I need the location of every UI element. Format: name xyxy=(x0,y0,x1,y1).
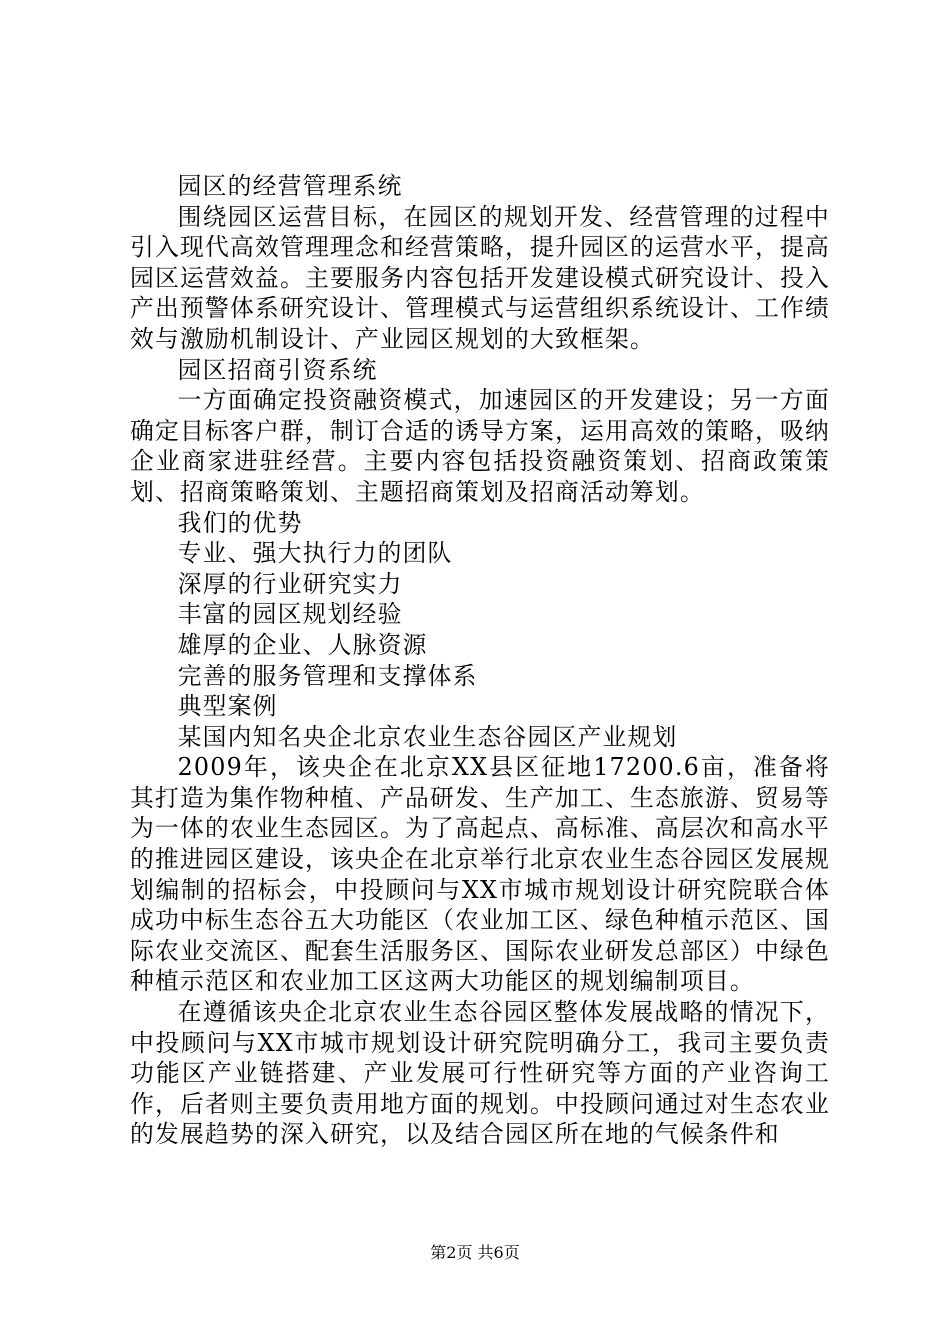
advantage-item-resources: 雄厚的企业、人脉资源 xyxy=(177,630,428,659)
paragraph-operation-management: 围绕园区运营目标，在园区的规划开发、经营管理的过程中引入现代高效管理理念和经营策略，提升园区的运营水平，提高园区运营效益。主要服务内容包括开发建设模式研究设计、投入产出预警体系研究设计、管理模式与运营组织系统设计、工作绩效与激励机制设计、产业园区规划的大致框架。 xyxy=(130,202,830,353)
paragraph-investment-attraction: 一方面确定投资融资模式，加速园区的开发建设；另一方面确定目标客户群，制订合适的诱导方案，运用高效的策略，吸纳企业商家进驻经营。主要内容包括投资融资策划、招商政策策划、招商策略策划、主题招商策划及招商活动筹划。 xyxy=(130,386,830,506)
page-footer xyxy=(0,1243,950,1263)
section-heading-cases: 典型案例 xyxy=(177,692,278,721)
page-number: 第2页 共6页 xyxy=(430,1243,520,1262)
paragraph-case-background: 2009年，该央企在北京XX县区征地17200.6亩，准备将其打造为集作物种植、产品研发、生产加工、生态旅游、贸易等为一体的农业生态园区。为了高起点、高标准、高层次和高水平的推进园区建设，该央企在北京举行北京农业生态谷园区发展规划编制的招标会，中投顾问与XX市城市规划设计研究院联合体成功中标生态谷五大功能区（农业加工区、绿色种植示范区、国际农业交流区、配套生活服务区、国际农业研发总部区）中绿色种植示范区和农业加工区这两大功能区的规划编制项目。 xyxy=(130,753,830,996)
advantage-item-experience: 丰富的园区规划经验 xyxy=(177,600,403,629)
section-heading-investment-attraction: 园区招商引资系统 xyxy=(177,355,378,384)
case-title: 某国内知名央企北京农业生态谷园区产业规划 xyxy=(177,722,678,751)
advantage-item-team: 专业、强大执行力的团队 xyxy=(177,539,453,568)
section-heading-advantages: 我们的优势 xyxy=(177,508,303,537)
section-heading-operation-management: 园区的经营管理系统 xyxy=(177,172,403,200)
document-body xyxy=(130,171,830,1150)
advantage-item-research: 深厚的行业研究实力 xyxy=(177,569,403,598)
advantage-item-support: 完善的服务管理和支撑体系 xyxy=(177,661,478,690)
paragraph-case-division: 在遵循该央企北京农业生态谷园区整体发展战略的情况下，中投顾问与XX市城市规划设计研究院明确分工，我司主要负责功能区产业链搭建、产业发展可行性研究等方面的产业咨询工作，后者则主要负责用地方面的规划。中投顾问通过对生态农业的发展趋势的深入研究，以及结合园区所在地的气候条件和 xyxy=(130,998,830,1149)
